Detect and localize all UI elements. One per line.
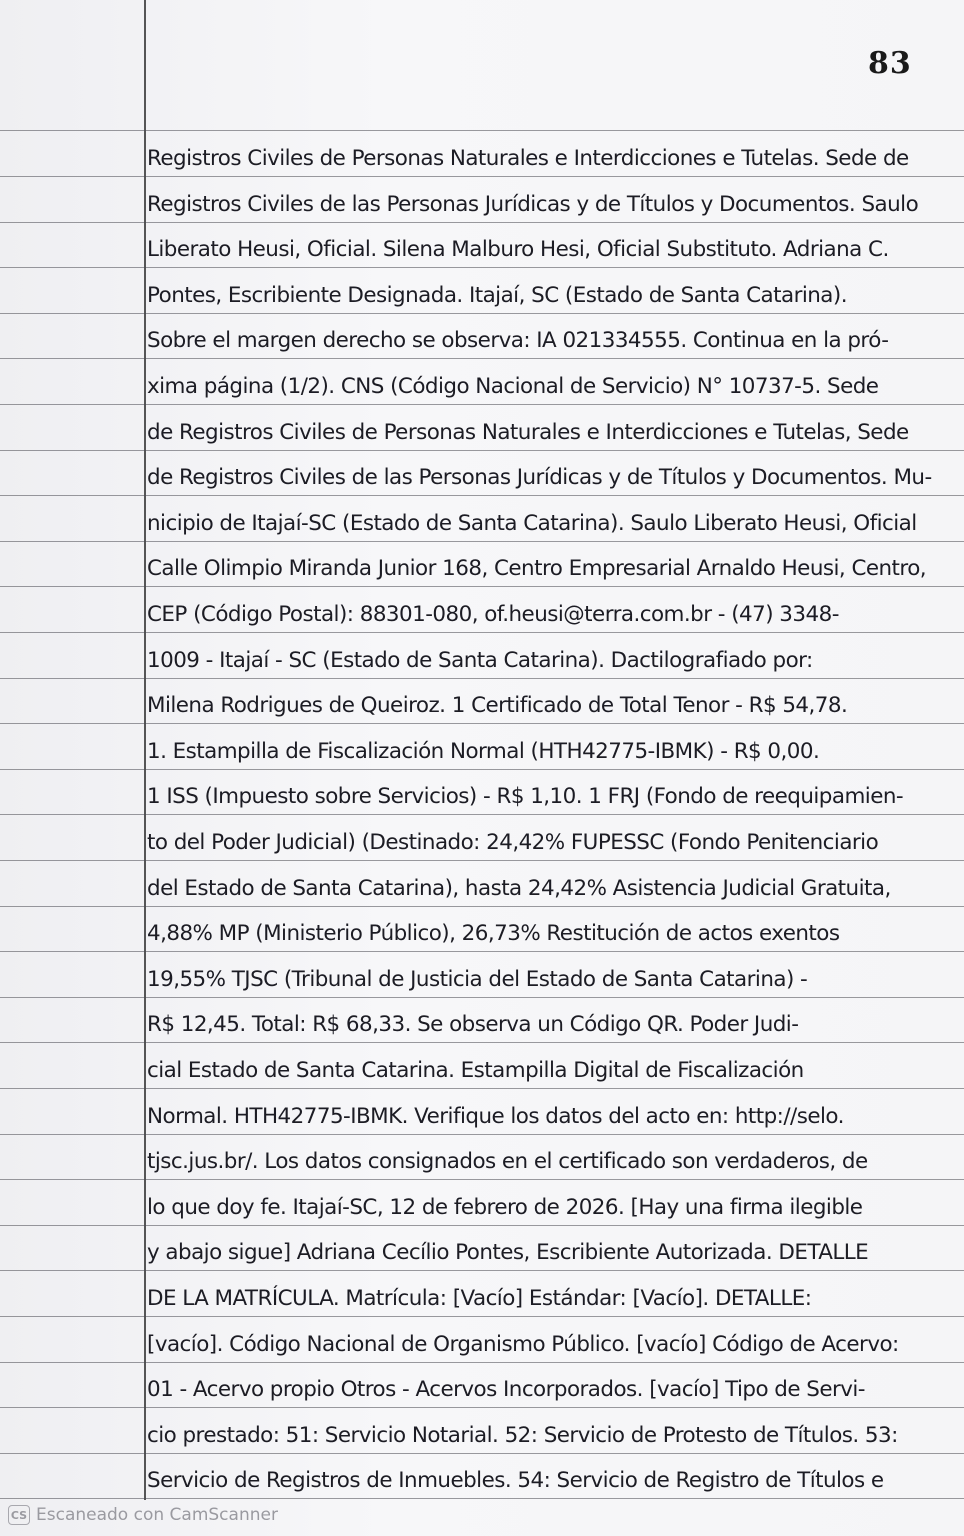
handwritten-line: Liberato Heusi, Oficial. Silena Malburo Hesi, Oficial Substituto. Adriana C. bbox=[147, 237, 889, 263]
handwritten-line: Calle Olimpio Miranda Junior 168, Centro Empresarial Arnaldo Heusi, Centro, bbox=[147, 556, 927, 582]
handwritten-line: CEP (Código Postal): 88301-080, of.heusi@terra.com.br - (47) 3348- bbox=[147, 602, 839, 627]
handwritten-line: del Estado de Santa Catarina), hasta 24,42% Asistencia Judicial Gratuita, bbox=[147, 875, 891, 901]
handwritten-line: Sobre el margen derecho se observa: IA 021334555. Continua en la pró- bbox=[147, 328, 889, 354]
handwritten-line: DE LA MATRÍCULA. Matrícula: [Vacío] Estándar: [Vacío]. DETALLE: bbox=[147, 1286, 812, 1311]
handwritten-line: 1009 - Itajaí - SC (Estado de Santa Catarina). Dactilografiado por: bbox=[147, 647, 813, 673]
handwritten-line: Pontes, Escribiente Designada. Itajaí, SC (Estado de Santa Catarina). bbox=[147, 282, 847, 308]
handwritten-line: de Registros Civiles de las Personas Jurídicas y de Títulos y Documentos. Mu- bbox=[147, 465, 932, 491]
handwritten-line: Registros Civiles de las Personas Jurídicas y de Títulos y Documentos. Saulo bbox=[147, 191, 919, 217]
handwritten-line: Servicio de Registros de Inmuebles. 54: Servicio de Registro de Títulos e bbox=[147, 1468, 884, 1494]
handwritten-line: nicipio de Itajaí-SC (Estado de Santa Catarina). Saulo Liberato Heusi, Oficial bbox=[147, 510, 917, 536]
handwritten-line: 19,55% TJSC (Tribunal de Justicia del Estado de Santa Catarina) - bbox=[147, 966, 808, 992]
handwritten-line: y abajo sigue] Adriana Cecílio Pontes, Escribiente Autorizada. DETALLE bbox=[147, 1240, 869, 1266]
scanner-watermark-text: Escaneado con CamScanner bbox=[36, 1505, 278, 1525]
handwritten-line: 1 ISS (Impuesto sobre Servicios) - R$ 1,10. 1 FRJ (Fondo de reequipamien- bbox=[147, 784, 904, 810]
handwritten-line: 4,88% MP (Ministerio Público), 26,73% Restitución de actos exentos bbox=[147, 921, 840, 947]
handwritten-line: tjsc.jus.br/. Los datos consignados en el certificado son verdaderos, de bbox=[147, 1149, 868, 1175]
camscanner-logo-icon: CS bbox=[8, 1505, 30, 1525]
handwritten-line: de Registros Civiles de Personas Naturales e Interdicciones e Tutelas, Sede bbox=[147, 419, 909, 445]
handwritten-line: cial Estado de Santa Catarina. Estampilla Digital de Fiscalización bbox=[147, 1058, 804, 1083]
handwritten-line: lo que doy fe. Itajaí-SC, 12 de febrero de 2026. [Hay una firma ilegible bbox=[147, 1194, 863, 1220]
handwritten-line: Milena Rodrigues de Queiroz. 1 Certificado de Total Tenor - R$ 54,78. bbox=[147, 693, 848, 719]
handwritten-line: [vacío]. Código Nacional de Organismo Público. [vacío] Código de Acervo: bbox=[147, 1331, 899, 1357]
handwritten-line: 1. Estampilla de Fiscalización Normal (HTH42775-IBMK) - R$ 0,00. bbox=[147, 738, 820, 764]
handwritten-line: 01 - Acervo propio Otros - Acervos Incorporados. [vacío] Tipo de Servi- bbox=[147, 1377, 865, 1403]
margin-line bbox=[144, 0, 146, 1500]
scanner-watermark bbox=[8, 1503, 278, 1527]
handwritten-line: to del Poder Judicial) (Destinado: 24,42% FUPESSC (Fondo Penitenciario bbox=[147, 830, 879, 855]
handwritten-line: Normal. HTH42775-IBMK. Verifique los datos del acto en: http://selo. bbox=[147, 1103, 844, 1129]
handwritten-line: cio prestado: 51: Servicio Notarial. 52: Servicio de Protesto de Títulos. 53: bbox=[147, 1422, 898, 1448]
handwritten-line: Registros Civiles de Personas Naturales e Interdicciones e Tutelas. Sede de bbox=[147, 146, 909, 171]
page-number: 83 bbox=[868, 46, 912, 81]
handwritten-line: R$ 12,45. Total: R$ 68,33. Se observa un Código QR. Poder Judi- bbox=[147, 1012, 799, 1038]
ruled-line bbox=[0, 130, 964, 131]
handwritten-line: xima página (1/2). CNS (Código Nacional de Servicio) N° 10737-5. Sede bbox=[147, 374, 879, 399]
